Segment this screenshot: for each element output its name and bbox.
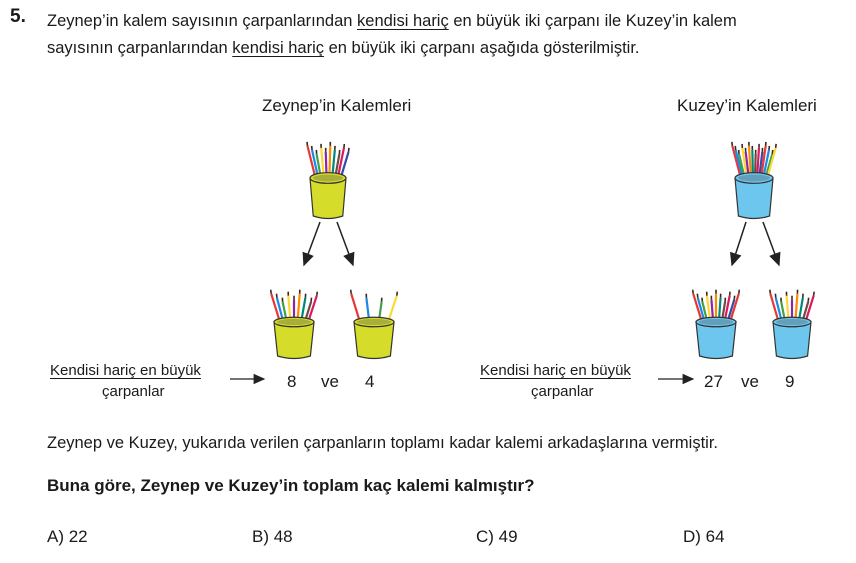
zeynep-main-cup	[307, 142, 349, 219]
kuzey-label-line1: Kendisi hariç en büyük	[480, 362, 631, 379]
zeynep-factor-2: 4	[365, 372, 375, 391]
kuzey-factor-2: 9	[785, 372, 795, 391]
arrow-left-icon	[304, 222, 320, 265]
zeynep-cup-8	[271, 290, 318, 359]
info-text: Zeynep ve Kuzey, yukarıda verilen çarpanların toplamı kadar kalemi arkadaşlarına vermiştir.	[47, 434, 718, 452]
question-prompt: Buna göre, Zeynep ve Kuzey’in toplam kaç kalemi kalmıştır?	[47, 476, 535, 495]
question-number: 5.	[10, 6, 26, 27]
kuzey-cup-9	[770, 290, 814, 359]
zeynep-connector: ve	[321, 372, 339, 391]
zeynep-label-line2: çarpanlar	[102, 383, 165, 400]
kuzey-label-line2: çarpanlar	[531, 383, 594, 400]
choice-b[interactable]: B) 48	[252, 527, 293, 546]
zeynep-label-line1: Kendisi hariç en büyük	[50, 362, 201, 379]
stem-line-1: Zeynep’in kalem sayısının çarpanlarından kendisi hariç en büyük iki çarpanı ile Kuzey’in kalem	[47, 12, 737, 30]
zeynep-title: Zeynep’in Kalemleri	[262, 96, 412, 115]
zeynep-factor-1: 8	[287, 372, 297, 391]
stem-line-2: sayısının çarpanlarından kendisi hariç en büyük iki çarpanı aşağıda gösterilmiştir.	[47, 39, 640, 57]
kuzey-title: Kuzey’in Kalemleri	[677, 96, 817, 115]
choice-c[interactable]: C) 49	[476, 527, 518, 546]
choice-d[interactable]: D) 64	[683, 527, 725, 546]
kuzey-factor-1: 27	[704, 372, 723, 391]
arrow-right-icon	[763, 222, 779, 265]
arrow-right-icon	[337, 222, 353, 265]
zeynep-cup-4	[351, 290, 398, 359]
kuzey-cup-27	[693, 290, 740, 359]
arrow-left-icon	[732, 222, 746, 265]
choice-a[interactable]: A) 22	[47, 527, 88, 546]
kuzey-connector: ve	[741, 372, 759, 391]
kuzey-main-cup	[732, 142, 776, 219]
